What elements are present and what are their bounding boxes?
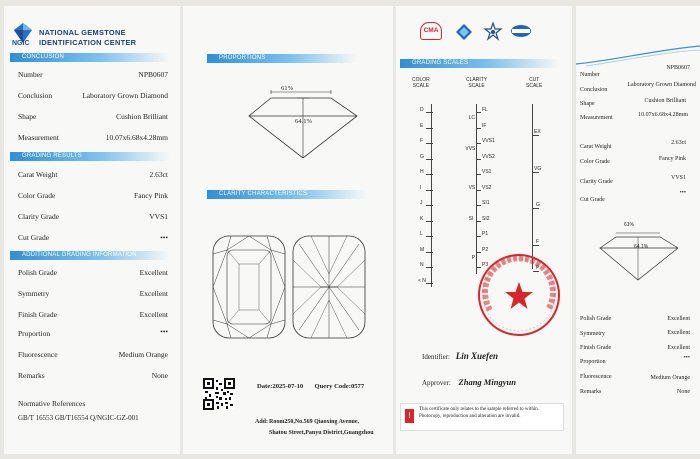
color-scale-label: D <box>420 107 424 113</box>
brand-acronym: NGIC <box>12 40 30 47</box>
grading-results-header: GRADING RESULTS <box>10 152 170 161</box>
color-scale-label: H <box>420 169 424 175</box>
color-scale-tick <box>426 205 433 206</box>
card-row-label: Measurement <box>580 115 613 121</box>
clarity-scale-tick <box>476 205 481 206</box>
row-value: Medium Orange <box>118 350 168 359</box>
identifier-signature: Lin Xuefen <box>455 351 499 361</box>
card-table: 61% <box>624 222 635 228</box>
panel-card <box>576 6 700 454</box>
proportions-header: PROPORTIONS <box>207 54 357 63</box>
color-scale-label: I <box>420 184 422 191</box>
row-label: Shape <box>18 112 37 121</box>
brand-name-line1: NATIONAL GEMSTONE <box>39 28 126 37</box>
clarity-group-label: VVS <box>465 146 476 152</box>
card-row-label: Number <box>580 72 600 78</box>
color-scale-tick <box>426 236 433 237</box>
card-row-label: Fluorescence <box>580 374 612 380</box>
cut-scale-label: EX <box>534 128 541 135</box>
panel-middle <box>183 6 393 454</box>
proportions-table: 61% <box>281 85 294 92</box>
card-swoosh <box>576 46 700 66</box>
card-row-value: Excellent <box>667 316 690 322</box>
clarity-scale-label: VS2 <box>482 184 492 191</box>
color-scale-tick <box>426 267 433 268</box>
card-row-value: Excellent <box>667 345 690 351</box>
clarity-scale-label: P1 <box>482 231 489 237</box>
cut-scale-tick <box>533 135 539 136</box>
row-value: Fancy Pink <box>134 191 168 200</box>
cut-scale-label: F <box>536 238 540 245</box>
row-value: Excellent <box>139 310 168 319</box>
clarity-group-label: LC <box>468 115 475 121</box>
card-row-value: ••• <box>679 190 686 196</box>
color-scale-tick <box>426 143 433 144</box>
card-row-value: 2.63ct <box>671 140 686 146</box>
card-row-value: Fancy Pink <box>658 156 686 162</box>
date-label: Date: <box>257 383 273 390</box>
clarity-group-label: SI <box>468 215 474 222</box>
card-row-value: Medium Orange <box>650 375 690 381</box>
identifier-line <box>422 351 498 361</box>
clarity-scale-label: VS1 <box>482 169 492 175</box>
color-scale-label: J <box>420 200 423 206</box>
color-scale-tick <box>426 112 433 113</box>
row-value: 10.07x6.68x4.28mm <box>105 133 168 142</box>
card-row-label: Symmetry <box>580 331 605 337</box>
row-label: Remarks <box>18 371 45 380</box>
row-label: Clarity Grade <box>18 212 60 221</box>
approver-line <box>422 377 516 387</box>
clarity-scale-tick <box>476 236 481 237</box>
row-label: Color Grade <box>18 191 56 200</box>
cma-logo-text: CMA <box>423 27 439 34</box>
card-row-label: Carat Weight <box>580 144 612 150</box>
clarity-scale-label: P2 <box>482 246 489 253</box>
row-label: Finish Grade <box>18 310 57 319</box>
row-value: 2.63ct <box>149 170 168 179</box>
brand-name-line2: IDENTIFICATION CENTER <box>39 38 137 47</box>
card-row-value: ••• <box>683 355 690 361</box>
color-scale-label: L <box>420 231 423 237</box>
clarity-scale-tick <box>476 159 481 160</box>
clarity-scale-label: VVS1 <box>482 138 495 144</box>
card-depth: 64.1% <box>634 244 649 250</box>
panel-scales <box>396 6 572 454</box>
clarity-scale-label: FL <box>482 107 488 113</box>
clarity-scale-tick <box>476 174 481 175</box>
color-scale-label: K <box>420 215 424 222</box>
qr-code-icon <box>203 378 235 410</box>
row-label: Fluorescence <box>18 350 58 359</box>
approver-signature: Zhang Mingyun <box>458 377 516 387</box>
color-scale-tick <box>426 159 433 160</box>
color-scale-label: M <box>420 246 425 253</box>
card-proportions-diagram <box>598 228 682 282</box>
row-value: ••• <box>160 233 168 242</box>
color-scale-label: E <box>420 122 424 129</box>
row-label: Measurement <box>18 133 59 142</box>
additional-header: ADDITIONAL GRADING INFORMATION <box>10 251 170 260</box>
color-scale-label: < N <box>418 277 426 284</box>
card-row-label: Conclusion <box>580 87 608 93</box>
approver-label: Approver: <box>422 379 451 387</box>
color-scale-title: COLOR SCALE <box>412 77 430 89</box>
address-line1: Room250,No.569 Qiaoxing Avenue, <box>269 419 360 425</box>
color-scale-tick <box>426 283 433 284</box>
row-label: Proportion <box>18 329 51 338</box>
row-label: Cut Grade <box>18 233 50 242</box>
notice-box <box>400 403 564 431</box>
date-value: 2025-07-10 <box>272 383 304 390</box>
color-scale-tick <box>426 190 433 191</box>
card-row-value: 10.07x6.68x4.28mm <box>638 112 688 118</box>
clarity-scale-label: VVS2 <box>482 153 495 160</box>
card-row-label: Clarity Grade <box>580 179 613 185</box>
color-scale-label: G <box>420 153 424 160</box>
ilac-logo-icon <box>484 22 502 40</box>
cut-scale-tick <box>533 208 539 209</box>
clarity-scale-tick <box>476 143 481 144</box>
card-row-label: Cut Grade <box>580 197 605 203</box>
clarity-scale-label: P3 <box>482 262 489 268</box>
proportions-depth: 64.1% <box>295 118 313 125</box>
cma-logo <box>420 22 442 40</box>
row-value: NPB0607 <box>138 70 168 79</box>
card-row-value: Laboratory Grown Diamond <box>627 82 696 88</box>
row-label: Carat Weight <box>18 170 58 179</box>
card-row-label: Proportion <box>580 359 606 365</box>
cut-scale-title: CUT SCALE <box>526 77 543 89</box>
warning-icon: ! <box>405 409 414 423</box>
normative-text: GB/T 16553 GB/T16554 Q/NGIC-GZ-001 <box>18 414 139 422</box>
card-row-label: Color Grade <box>580 159 610 165</box>
color-scale-label: N <box>420 262 424 268</box>
clarity-scale-tick <box>476 190 481 191</box>
color-scale-label: F <box>420 138 424 144</box>
row-label: Symmetry <box>18 289 50 298</box>
official-seal <box>476 252 562 338</box>
address-label: Add: <box>255 419 269 425</box>
row-label: Conclusion <box>18 91 53 100</box>
address-line2: Shatou Street,Panyu District,Guangzhou <box>269 430 374 436</box>
row-value: None <box>151 371 168 380</box>
clarity-characteristics-header: CLARITY CHARACTERISTICS <box>207 190 367 199</box>
row-value: Excellent <box>139 289 168 298</box>
clarity-group-label: P <box>471 254 476 261</box>
card-row-label: Polish Grade <box>580 316 612 322</box>
cut-scale-label: P <box>536 265 540 272</box>
panel-left <box>4 6 180 454</box>
color-scale-tick <box>426 221 433 222</box>
color-scale-tick <box>426 174 433 175</box>
clarity-scale-label: SI2 <box>482 215 490 222</box>
row-value: Cushion Brilliant <box>116 112 168 121</box>
clarity-scale-tick <box>476 221 481 222</box>
clarity-plot-pavilion <box>291 234 367 340</box>
row-value: Laboratory Grown Diamond <box>82 91 168 100</box>
accreditation-logo-icon <box>510 24 532 38</box>
date-line <box>257 383 364 390</box>
row-value: ••• <box>160 327 168 336</box>
cut-scale-label: G <box>536 201 540 208</box>
card-row-label: Shape <box>580 101 595 107</box>
card-row-value: Cushion Brilliant <box>644 98 686 104</box>
card-row-value: VVS1 <box>670 175 686 181</box>
clarity-scale-tick <box>476 128 481 129</box>
card-row-value: None <box>677 389 690 395</box>
notice-text: This certificate only relates to the sample referred to within. Photocopy, reproduction and alteration are invalid. <box>419 407 539 419</box>
clarity-plot-crown <box>211 234 287 340</box>
clarity-scale-label: IF <box>482 122 487 129</box>
row-value: Excellent <box>139 268 168 277</box>
normative-title: Normative References <box>18 399 86 408</box>
conclusion-header: CONCLUSION <box>10 53 170 62</box>
clarity-group-label: VS <box>468 184 476 191</box>
clarity-scale-title: CLARITY SCALE <box>466 77 488 89</box>
clarity-scale-label: SI1 <box>482 200 490 206</box>
row-label: Polish Grade <box>18 268 57 277</box>
card-row-label: Finish Grade <box>580 345 612 351</box>
row-label: Number <box>18 70 43 79</box>
clarity-scale-tick <box>476 112 481 113</box>
card-row-label: Remarks <box>580 389 602 395</box>
query-value: 0577 <box>350 383 365 390</box>
color-scale <box>418 104 432 287</box>
card-row-value: NPB0607 <box>666 65 690 71</box>
color-scale-tick <box>426 128 433 129</box>
color-scale-tick <box>426 252 433 253</box>
row-value: VVS1 <box>149 212 168 221</box>
identifier-label: Identifier: <box>422 353 450 361</box>
cut-scale-tick <box>533 245 539 246</box>
cut-scale-label: VG <box>534 166 542 173</box>
cnas-logo-icon <box>456 24 472 40</box>
cut-scale-tick <box>533 172 539 173</box>
query-label: Query Code: <box>314 383 351 390</box>
grading-scales-header: GRADING SCALES <box>400 59 560 68</box>
card-row-value: Excellent <box>667 330 690 336</box>
